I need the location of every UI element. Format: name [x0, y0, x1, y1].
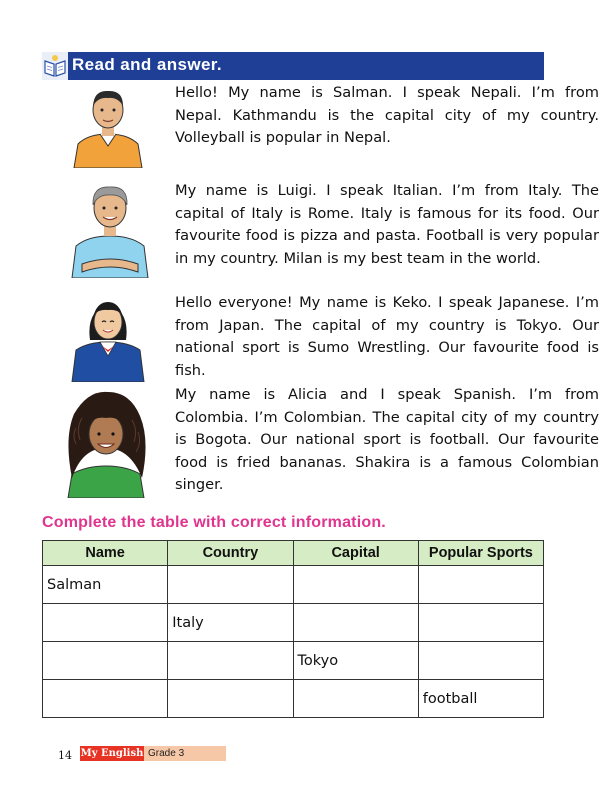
entry-paragraph: Hello! My name is Salman. I speak Nepali. I’m from Nepal. Kathmandu is the capital city of my country. Volleyball is popular in Nepal.	[175, 84, 599, 146]
task-instruction: Complete the table with correct information.	[42, 514, 386, 531]
header-capital: Capital	[293, 541, 418, 566]
boy-salman-portrait	[68, 84, 152, 174]
girl-alicia-portrait	[60, 388, 144, 478]
book-title-badge: My English	[80, 748, 144, 759]
entry-paragraph: My name is Luigi. I speak Italian. I’m from Italy. The capital of Italy is Rome. Italy is famous for its food. Our favourite food is pizza and pasta. Football is very popular in my country. Milan is my best team in the world.	[175, 182, 599, 267]
table-cell[interactable]	[293, 680, 418, 718]
grade-badge: Grade 3	[144, 746, 226, 761]
table-row	[43, 680, 544, 718]
table-cell[interactable]	[293, 604, 418, 642]
page-number: 14	[58, 749, 72, 762]
table-cell[interactable]: Salman	[43, 566, 168, 604]
table-cell[interactable]	[168, 642, 293, 680]
table-cell[interactable]	[418, 566, 543, 604]
table-cell[interactable]	[43, 642, 168, 680]
table-cell[interactable]	[418, 642, 543, 680]
girl-keko-portrait	[68, 292, 152, 382]
book-icon	[42, 52, 68, 80]
boy-luigi-portrait	[68, 180, 152, 270]
table-header-row	[43, 541, 544, 566]
entry-paragraph: Hello everyone! My name is Keko. I speak Japanese. I’m from Japan. The capital of my country is Tokyo. Our national sport is Sumo Wrestling. Our favourite food is fish.	[175, 294, 599, 379]
table-row	[43, 642, 544, 680]
section-title: Read and answer.	[72, 55, 223, 74]
table-cell[interactable]	[168, 566, 293, 604]
table-cell[interactable]	[293, 566, 418, 604]
table-cell[interactable]	[43, 604, 168, 642]
entry-paragraph: My name is Alicia and I speak Spanish. I’m from Colombia. I’m Colombian. The capital city of my country is Bogota. Our national sport is football. Our favourite food is fried bananas. Shakira is a famous Colombian singer.	[175, 386, 599, 493]
header-popular-sports: Popular Sports	[418, 541, 543, 566]
header-country: Country	[168, 541, 293, 566]
table-cell[interactable]: Italy	[168, 604, 293, 642]
table-row	[43, 566, 544, 604]
table-cell[interactable]	[43, 680, 168, 718]
table-row	[43, 604, 544, 642]
header-name: Name	[43, 541, 168, 566]
answer-table	[42, 540, 544, 718]
table-cell[interactable]: Tokyo	[293, 642, 418, 680]
table-cell[interactable]	[418, 604, 543, 642]
table-cell[interactable]: football	[418, 680, 543, 718]
table-cell[interactable]	[168, 680, 293, 718]
section-header	[42, 52, 544, 80]
